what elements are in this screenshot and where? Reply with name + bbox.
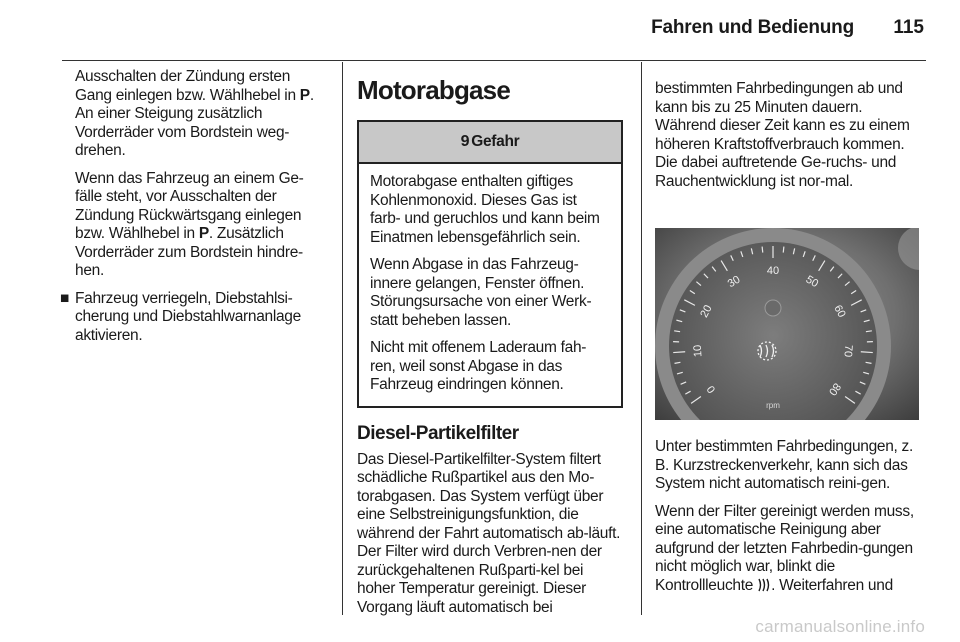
warning-box [357, 120, 623, 408]
warning-paragraph: Wenn Abgase in das Fahrzeug-innere gelangen, Fenster öffnen. Störungsursache von einer Werk-statt beheben lassen. [370, 256, 592, 329]
section-title: Motorabgase [357, 75, 511, 105]
column-divider-left [342, 62, 343, 615]
page-header-title: Fahren und Bedienung [651, 17, 854, 38]
column-right-bottom [655, 438, 922, 604]
warning-body [359, 164, 621, 406]
gauge-tick-label: 30 [725, 273, 743, 291]
dpf-warning-symbol-icon [757, 578, 771, 592]
gauge-needle-hub [765, 300, 781, 316]
gauge-tick-label: 10 [691, 344, 705, 358]
gauge-tick-label: 70 [841, 344, 855, 358]
gauge-tick-label: 60 [831, 303, 848, 320]
dpf-paragraph-1: bestimmten Fahrbedingungen ab und kann bis zu 25 Minuten dauern. Während dieser Zeit kann es zu einem höheren Kraftstoffverbrauch kommen. Die dabei auftretende Ge-ruchs- und Rauchentwicklung ist nor-mal. [655, 80, 910, 190]
column-divider-right [641, 62, 642, 615]
gauge-major-tick [861, 352, 873, 353]
dpf-paragraph-2: Unter bestimmten Fahrbedingungen, z. B. Kurzstreckenverkehr, kann sich das System nicht automatisch reini-gen. [655, 438, 914, 492]
warning-paragraph: Nicht mit offenem Laderaum fah-ren, weil sonst Abgase in das Fahrzeug eindringen können. [370, 339, 587, 393]
gauge-minor-tick [762, 247, 763, 253]
dpf-paragraph-3: Wenn der Filter gereinigt werden muss, eine automatische Reinigung aber aufgrund der letzten Fahrbedin-gungen nicht möglich war, blinkt die Kontrollleuchte . Weiterfahren und [655, 502, 914, 594]
watermark: carmanualsonline.info [755, 617, 925, 636]
warning-icon: 9 [460, 133, 470, 150]
warning-title: Gefahr [471, 133, 520, 150]
list-item: ■ Fahrzeug verriegeln, Diebstahlsi-cherung und Diebstahlwarnanlage aktivieren. [60, 289, 301, 344]
header-rule [62, 60, 926, 61]
bullet-mark: ■ [60, 289, 70, 307]
warning-header [359, 122, 621, 164]
gauge-tick-label: 20 [698, 303, 715, 320]
page-number: 115 [893, 17, 924, 38]
gauge-major-tick [673, 352, 685, 353]
gauge-tick-label: 50 [803, 273, 821, 291]
gauge-minor-tick [783, 247, 784, 253]
instrument-cluster-photo [655, 228, 919, 420]
column-left [60, 68, 328, 354]
parking-paragraph-2: Wenn das Fahrzeug an einem Ge-fälle steht, vor Ausschalten der Zündung Rückwärtsgang einlegen bzw. Wählhebel in P. Zusätzlich Vorderräder zum Bordstein hindre-hen. [75, 169, 304, 279]
parking-paragraph-1: Ausschalten der Zündung ersten Gang einlegen bzw. Wählhebel in P. An einer Steigung zusätzlich Vorderräder vom Bordstein weg-drehen. [75, 68, 314, 159]
column-right-top [655, 80, 922, 200]
gauge-unit-mark: rpm [766, 401, 780, 410]
column-middle [357, 75, 623, 626]
gauge-tick-label: 0 [704, 383, 719, 395]
gauge-tick-label: 80 [826, 380, 843, 398]
gauge-tick-label: 40 [766, 265, 780, 277]
dpf-body-text: Das Diesel-Partikelfilter-System filtert schädliche Rußpartikel aus den Mo-torabgasen. Das System verfügt über eine Selbstreinigungsfunktion, die während der Fahrt automatisch ab-läuft. Der Filter wird durch Verbren-nen der zurückgehaltenen Rußparti-kel bei hoher Temperatur gereinigt. Dieser Vorgang läuft automatisch bei [357, 450, 621, 616]
subsection-title: Diesel-Partikelfilter [357, 422, 519, 444]
warning-paragraph: Motorabgase enthalten giftiges Kohlenmonoxid. Dieses Gas ist farb- und geruchlos und kann beim Einatmen lebensgefährlich sein. [370, 173, 600, 246]
